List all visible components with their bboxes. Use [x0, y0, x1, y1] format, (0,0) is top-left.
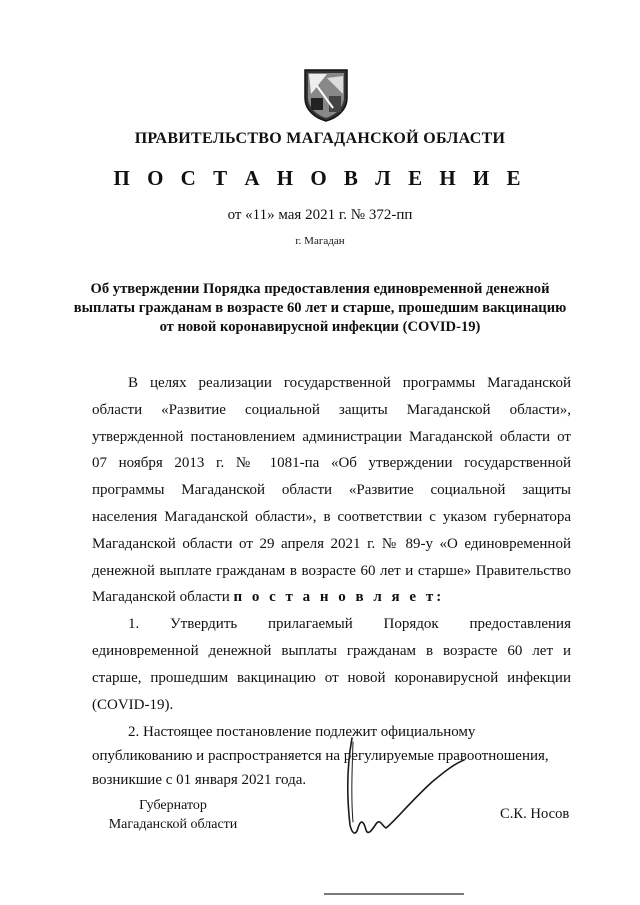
- organization-name: ПРАВИТЕЛЬСТВО МАГАДАНСКОЙ ОБЛАСТИ: [134, 130, 506, 147]
- signatory-position: [100, 796, 246, 834]
- document-body: [92, 370, 571, 792]
- intro-text: В целях реализации государственной программы Магаданской области «Развитие социальной защиты Магаданской области», утвержденной постановлением администрации Магаданской области от 07 ноября 2013 г. № 1081-па «Об утверждении государственной программы Магаданской области «Развитие социальной защиты населения Магаданской области», в соответствии с указом губернатора Магаданской области от 29 апреля 2021 г. № 89-у «О единовременной денежной выплате гражданам в возрасте 60 лет и старше» Правительство Магаданской области: [92, 375, 571, 606]
- position-line-1: Губернатор: [139, 798, 207, 813]
- document-type: П О С Т А Н О В Л Е Н И Е: [113, 166, 527, 190]
- coat-of-arms-icon: [303, 68, 349, 122]
- document-city: г. Магадан: [295, 235, 345, 247]
- scan-artifact-divider: [324, 893, 464, 895]
- document-title: Об утверждении Порядка предоставления единовременной денежной выплаты гражданам в возрасте 60 лет и старше, прошедшим вакцинацию от новой коронавирусной инфекции (COVID-19): [73, 281, 567, 335]
- item-1-paragraph: 1. Утвердить прилагаемый Порядок предоставления единовременной денежной выплаты гражданам в возрасте 60 лет и старше, прошедшим вакцинацию от новой коронавирусной инфекции (COVID-19).: [92, 616, 571, 713]
- resolves-word: п о с т а н о в л я е т:: [233, 589, 445, 606]
- signatory-name: С.К. Носов: [500, 806, 570, 822]
- item-2-paragraph: 2. Настоящее постановление подлежит официальному опубликованию и распространяется на регулируемые правоотношения, возникшие с 01 января 2021 года.: [92, 724, 549, 789]
- document-date-number: от «11» мая 2021 г. № 372-пп: [227, 207, 413, 223]
- position-line-2: Магаданской области: [108, 817, 238, 832]
- handwritten-signature: [332, 730, 482, 850]
- intro-paragraph: [92, 370, 571, 611]
